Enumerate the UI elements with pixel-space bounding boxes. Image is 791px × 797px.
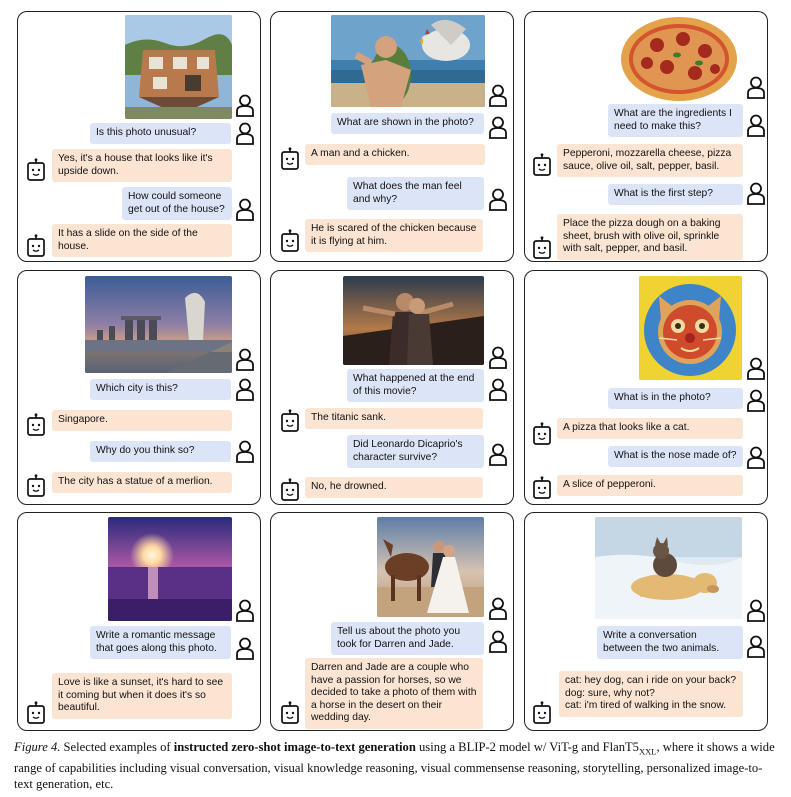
panel-sunset [17,512,261,731]
cat-riding-dog-in-snow-photo [595,517,742,619]
user-icon [746,389,766,413]
bot-icon [532,153,552,177]
question-bubble: Write a romantic message that goes along this photo. [90,626,231,659]
user-icon [235,94,255,118]
user-icon [488,443,508,467]
caption-bold: instructed zero-shot image-to-text generation [173,740,416,754]
answer-bubble: Singapore. [52,410,232,431]
caption-text-mid: using a BLIP-2 model w/ ViT-g and FlanT5 [415,740,639,754]
user-icon [488,188,508,212]
bot-icon [532,236,552,260]
question-bubble: What is in the photo? [608,388,743,409]
panel-catpizza [524,270,768,505]
bot-icon [26,234,46,258]
panel-singapore [17,270,261,505]
question-bubble: What are the ingredients I need to make this? [608,104,743,137]
user-icon [746,182,766,206]
caption-text-post: , where it shows a wide range of capabilities including visual conversation, visual knowledge reasoning, visual commensense reasoning, storytelling, personalized image-to-text generation, etc. [14,740,775,791]
pepperoni-pizza-photo [617,15,740,102]
user-icon [746,357,766,381]
bot-icon [26,158,46,182]
bot-icon [26,701,46,725]
question-bubble: What is the first step? [608,184,743,205]
sunset-over-sea-photo [108,517,232,621]
user-icon [235,122,255,146]
user-icon [488,84,508,108]
answer-bubble: He is scared of the chicken because it is flying at him. [305,219,483,252]
bot-icon [26,474,46,498]
answer-bubble: Darren and Jade are a couple who have a passion for horses, so we decided to take a photo of them with a horse in the desert on their wedding day. [305,658,483,729]
answer-bubble: Pepperoni, mozzarella cheese, pizza sauce, olive oil, salt, pepper, basil. [557,144,743,177]
answer-bubble: A pizza that looks like a cat. [557,418,743,439]
question-bubble: Why do you think so? [90,441,231,462]
user-icon [488,378,508,402]
question-bubble: Tell us about the photo you took for Darren and Jade. [331,622,484,655]
question-bubble: What happened at the end of this movie? [347,369,484,402]
question-bubble: What does the man feel and why? [347,177,484,210]
user-icon [235,599,255,623]
answer-bubble: cat: hey dog, can i ride on your back? dog: sure, why not? cat: i'm tired of walking in the snow. [559,671,743,717]
bot-icon [280,147,300,171]
man-and-flying-chicken-photo [331,15,485,107]
user-icon [235,440,255,464]
user-icon [235,348,255,372]
titanic-movie-still [343,276,484,365]
singapore-skyline-photo [85,276,232,373]
user-icon [746,446,766,470]
upside-down-house-photo [125,15,232,119]
question-bubble: How could someone get out of the house? [122,187,232,220]
bot-icon [532,476,552,500]
answer-bubble: It has a slide on the side of the house. [52,224,232,257]
question-bubble: What is the nose made of? [608,446,743,467]
bot-icon [532,422,552,446]
answer-bubble: Yes, it's a house that looks like it's upside down. [52,149,232,182]
caption-label: Figure 4. [14,740,61,754]
caption-subscript: XXL [638,746,657,757]
user-icon [235,198,255,222]
figure-caption [14,739,778,792]
answer-bubble: A man and a chicken. [305,144,485,165]
panel-titanic [270,270,514,505]
bot-icon [280,701,300,725]
user-icon [235,637,255,661]
user-icon [746,635,766,659]
question-bubble: Write a conversation between the two animals. [597,626,743,659]
bot-icon [532,701,552,725]
user-icon [488,597,508,621]
user-icon [746,114,766,138]
answer-bubble: No, he drowned. [305,477,483,498]
user-icon [488,116,508,140]
user-icon [746,599,766,623]
answer-bubble: Place the pizza dough on a baking sheet, brush with olive oil, sprinkle with salt, pepper, and basil. [557,214,743,260]
bot-icon [280,229,300,253]
panel-house [17,11,261,262]
cat-shaped-pizza-photo [639,276,742,380]
panel-chicken [270,11,514,262]
answer-bubble: The titanic sank. [305,408,483,429]
answer-bubble: The city has a statue of a merlion. [52,472,232,493]
bot-icon [280,409,300,433]
question-bubble: Is this photo unusual? [90,123,231,144]
user-icon [235,378,255,402]
bot-icon [280,478,300,502]
user-icon [488,630,508,654]
wedding-couple-with-horse-photo [377,517,484,617]
panel-catdog [524,512,768,731]
panel-wedding [270,512,514,731]
bot-icon [26,413,46,437]
caption-text-pre: Selected examples of [60,740,174,754]
answer-bubble: A slice of pepperoni. [557,475,743,496]
question-bubble: What are shown in the photo? [331,113,484,134]
user-icon [488,346,508,370]
user-icon [746,76,766,100]
answer-bubble: Love is like a sunset, it's hard to see it coming but when it does it's so beautiful. [52,673,232,719]
panel-pizza [524,11,768,262]
question-bubble: Did Leonardo Dicaprio's character survive? [347,435,484,468]
question-bubble: Which city is this? [90,379,231,400]
